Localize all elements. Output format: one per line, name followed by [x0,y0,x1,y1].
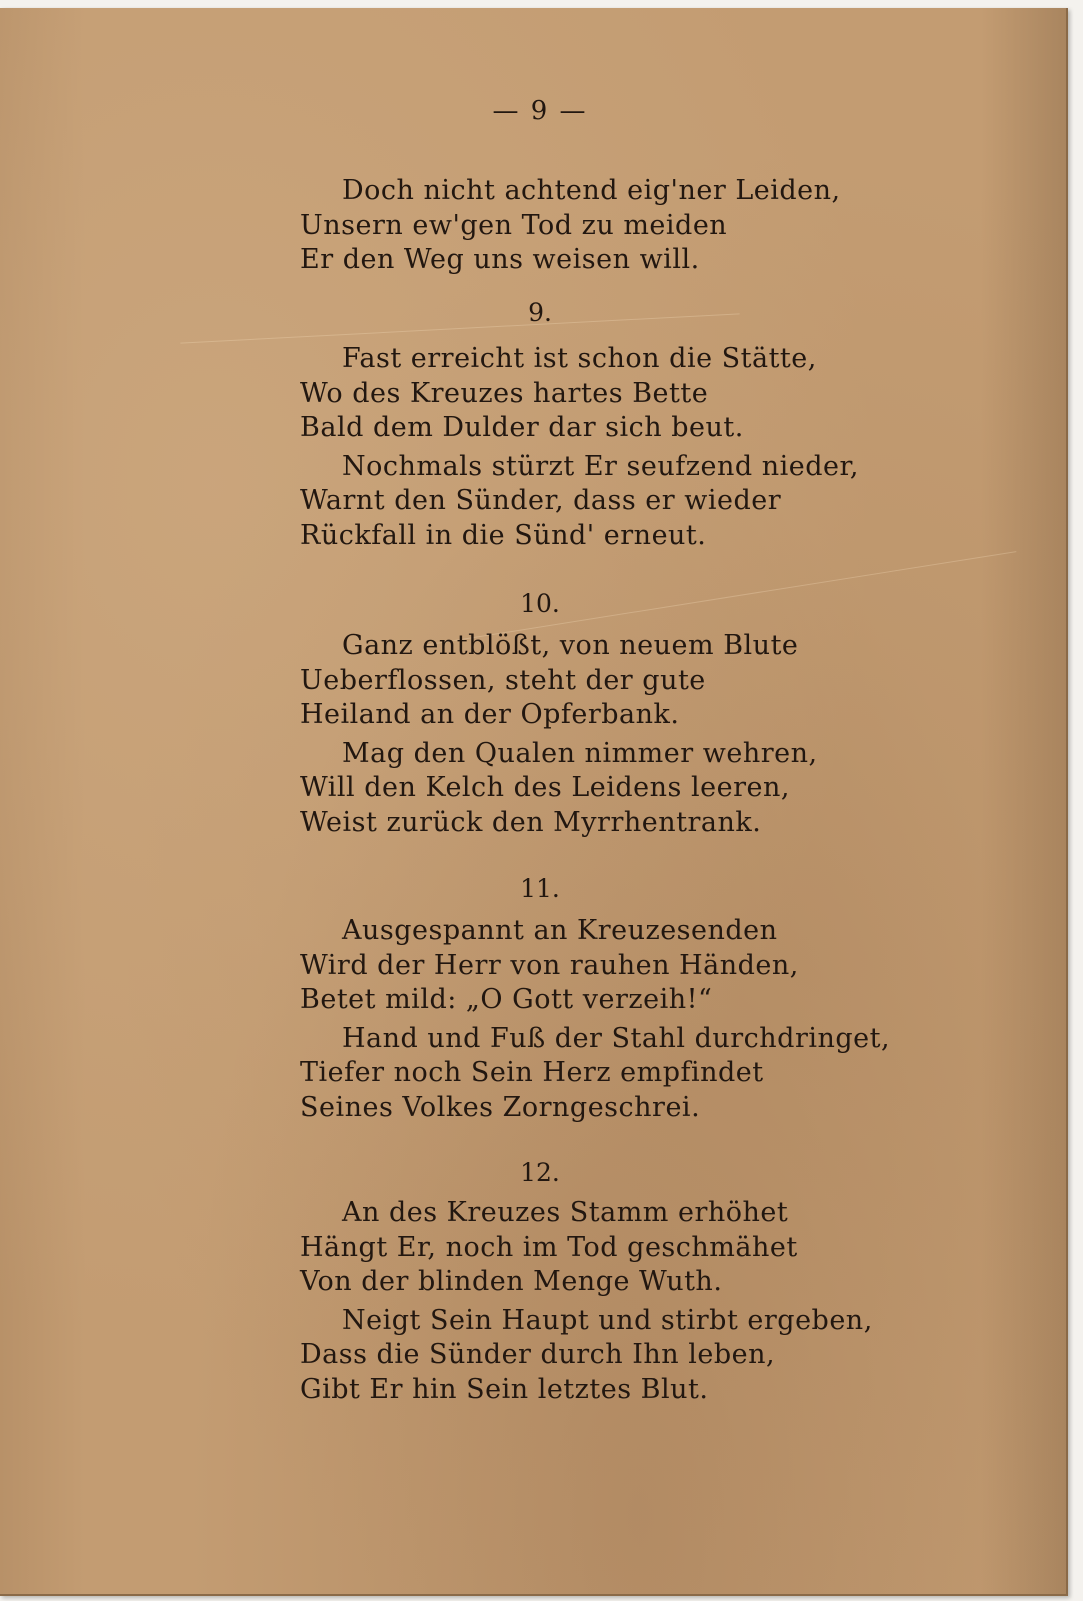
poem-line: Tiefer noch Sein Herz empfindet [300,1057,764,1088]
poem-line: Ganz entblößt, von neuem Blute [342,630,799,661]
poem-line: Dass die Sünder durch Ihn leben, [300,1339,776,1370]
poem-line: Fast erreicht ist schon die Stätte, [342,343,817,374]
stanza-number: 12. [520,1158,560,1187]
poem-line: Ausgespannt an Kreuzesenden [342,915,778,946]
document-page [0,8,1068,1596]
poem-line: Hand und Fuß der Stahl durchdringet, [342,1022,891,1054]
poem-line: Rückfall in die Sünd' erneut. [300,519,707,551]
poem-line: Unsern ew'gen Tod zu meiden [300,209,728,241]
poem-line: Wird der Herr von rauhen Händen, [300,949,799,981]
poem-line: Weist zurück den Myrrhentrank. [300,806,762,838]
poem-line: Doch nicht achtend eig'ner Leiden, [342,175,841,206]
poem-line: Will den Kelch des Leidens leeren, [300,772,790,803]
stanza-12 [300,1196,920,1407]
poem-line: Seines Volkes Zorngeschrei. [300,1091,701,1123]
poem-line: Wo des Kreuzes hartes Bette [300,377,709,409]
stanza-number: 11. [520,874,560,903]
poem-line: Hängt Er, noch im Tod geschmähet [300,1231,798,1263]
poem-line: Von der blinden Menge Wuth. [300,1266,723,1297]
poem-line: Betet mild: „O Gott verzeih!“ [300,984,713,1015]
poem-line: Warnt den Sünder, dass er wieder [300,485,782,516]
poem-line: Ueberflossen, steht der gute [300,664,706,696]
poem-line: Er den Weg uns weisen will. [300,244,700,275]
poem-line: Gibt Er hin Sein letztes Blut. [300,1373,709,1405]
stanza-10 [300,629,920,840]
poem-line: Mag den Qualen nimmer wehren, [342,737,818,769]
stanza-9 [300,342,920,553]
intro-stanza [300,174,920,278]
stanza-11 [300,914,920,1125]
poem-line: Bald dem Dulder dar sich beut. [300,412,744,443]
stanza-number: 9. [528,298,552,327]
stanza-number: 10. [520,589,560,618]
poem-line: Neigt Sein Haupt und stirbt ergeben, [342,1304,873,1336]
page-number: — 9 — [492,96,588,126]
poem-line: An des Kreuzes Stamm erhöhet [342,1197,789,1228]
poem-line: Nochmals stürzt Er seufzend nieder, [342,450,859,482]
poem-line: Heiland an der Opferbank. [300,699,680,730]
